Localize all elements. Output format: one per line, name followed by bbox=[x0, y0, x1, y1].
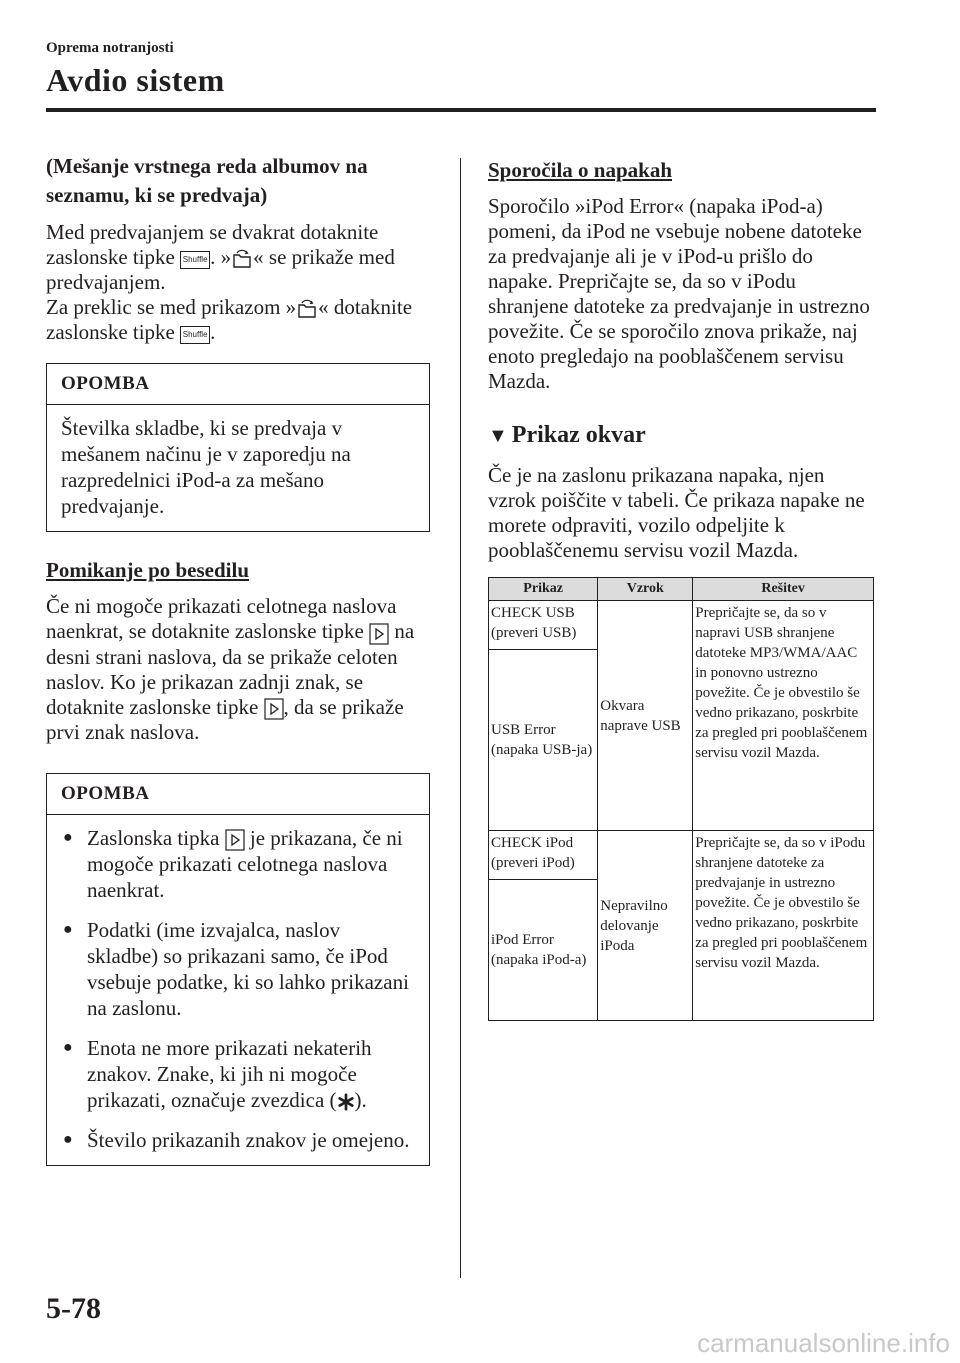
para1-text-c: « se prikaže med predvajanjem. bbox=[46, 245, 395, 295]
para1-text-b: . » bbox=[210, 245, 232, 269]
table-header: Rešitev bbox=[693, 578, 874, 601]
right-column bbox=[488, 152, 876, 1021]
table-cell: CHECK iPod (preveri iPod) bbox=[489, 831, 598, 880]
table-cell: Prepričajte se, da so v iPodu shranjene datoteke za predvajanje in ustrezno povežite. Če je obvestilo še vedno prikazano, poskrbite za pregled pri pooblaščenem servisu vozil Mazda. bbox=[693, 831, 874, 1021]
para2-text-b: « dotaknite zaslonske tipke bbox=[46, 295, 413, 345]
table-cell: iPod Error (napaka iPod-a) bbox=[489, 880, 598, 1021]
shuffle-instructions bbox=[46, 220, 430, 295]
watermark: carmanualsonline.info bbox=[697, 1328, 950, 1358]
note-b2: Podatki (ime izvajalca, naslov skladbe) so prikazani samo, če iPod vsebuje podatke, ki so lahko prikazani na zaslonu. bbox=[87, 917, 409, 1020]
triangle-marker-icon: ▼ bbox=[488, 425, 508, 447]
para2-text-a: Za preklic se med prikazom » bbox=[46, 295, 297, 320]
bullet-icon: ● bbox=[63, 828, 73, 846]
table-row bbox=[489, 831, 874, 880]
table-header: Vzrok bbox=[598, 578, 693, 601]
note-b1-b: je prikazana, če ni mogoče prikazati celotnega naslova naenkrat. bbox=[87, 825, 403, 902]
scroll-text-b: na desni strani naslova, da se prikaže celoten naslov. Ko je prikazan zadnji znak, se dotaknite zaslonske tipke bbox=[46, 619, 415, 719]
error-messages-heading: Sporočila o napakah bbox=[488, 158, 673, 182]
folder-shuffle-icon bbox=[296, 298, 318, 320]
shuffle-key-icon bbox=[180, 326, 210, 344]
bullet-icon: ● bbox=[63, 1038, 73, 1056]
chapter-title: Avdio sistem bbox=[46, 62, 225, 98]
shuffle-key-label: Shuffle bbox=[182, 255, 208, 264]
para1-text-a: Med predvajanjem se dvakrat dotaknite zaslonske tipke bbox=[46, 220, 379, 269]
table-cell: Nepravilno delovanje iPoda bbox=[598, 831, 693, 1021]
note-list bbox=[61, 825, 415, 1153]
note-body: Številka skladbe, ki se predvaja v mešanem načinu je v zaporedju na razpredelnici iPod-a za mešano predvajanje. bbox=[61, 416, 351, 519]
folder-shuffle-icon bbox=[231, 248, 253, 270]
error-messages-text: Sporočilo »iPod Error« (napaka iPod-a) pomeni, da iPod ne vsebuje nobene datoteke za predvajanje ali je v iPod-u prišlo do napake. Prepričajte se, da so v iPodu shranjene datoteke za predvajanje in ustrezno povežite. Če se sporočilo znova prikaže, naj enoto pregledajo na pooblaščenem servisu Mazda. bbox=[488, 194, 870, 393]
fault-display-heading bbox=[488, 420, 876, 451]
para2-text-c: . bbox=[210, 320, 216, 345]
note-body bbox=[47, 815, 429, 1165]
table-row bbox=[489, 601, 874, 650]
scroll-text-a: Če ni mogoče prikazati celotnega naslova naenkrat, se dotaknite zaslonske tipke bbox=[46, 594, 397, 644]
column-divider bbox=[460, 158, 461, 1278]
fault-heading-text: Prikaz okvar bbox=[511, 422, 646, 448]
scroll-key-icon bbox=[225, 829, 245, 851]
note-b3-b: ). bbox=[354, 1087, 367, 1112]
fault-display-text: Če je na zaslonu prikazana napaka, njen vzrok poiščite v tabeli. Če prikaza napake ne morete odpraviti, vozilo odpeljite k pooblaščenemu servisu vozil Mazda. bbox=[488, 463, 865, 562]
page-number: 5-78 bbox=[46, 1292, 101, 1325]
bullet-icon: ● bbox=[63, 1130, 73, 1148]
shuffle-key-icon bbox=[180, 251, 210, 269]
shuffle-key-label: Shuffle bbox=[182, 330, 208, 340]
shuffle-album-subtitle: (Mešanje vrstnega reda albumov na seznamu, ki se predvaja) bbox=[46, 154, 368, 207]
bullet-icon: ● bbox=[63, 920, 73, 938]
list-item bbox=[61, 825, 415, 903]
scroll-text-heading: Pomikanje po besedilu bbox=[46, 558, 250, 583]
list-item bbox=[61, 917, 415, 1021]
scroll-text-c: , da se prikaže prvi znak naslova. bbox=[46, 694, 404, 744]
section-label: Oprema notranjosti bbox=[46, 40, 174, 56]
asterisk-icon bbox=[337, 1093, 355, 1111]
table-header: Prikaz bbox=[489, 578, 598, 601]
shuffle-cancel-instructions bbox=[46, 295, 430, 345]
table-cell: USB Error (napaka USB-ja) bbox=[489, 650, 598, 831]
table-cell: Prepričajte se, da so v napravi USB shranjene datoteke MP3/WMA/AAC in ponovno ustrezno povežite. Če je obvestilo še vedno prikazano, poskrbite za pregled pri pooblaščenem servisu vozil Mazda. bbox=[693, 601, 874, 831]
note-title: OPOMBA bbox=[47, 774, 429, 815]
note-title: OPOMBA bbox=[47, 364, 429, 405]
header-rule bbox=[46, 108, 876, 112]
table-cell: CHECK USB (preveri USB) bbox=[489, 601, 598, 650]
note-box-shuffle bbox=[46, 363, 430, 532]
note-b3-a: Enota ne more prikazati nekaterih znakov. Znake, ki jih ni mogoče prikazati, označuje zvezdica ( bbox=[87, 1035, 372, 1112]
left-column bbox=[46, 152, 430, 1180]
table-cell: Okvara naprave USB bbox=[598, 601, 693, 831]
scroll-key-icon bbox=[264, 698, 284, 720]
note-box-scroll bbox=[46, 773, 430, 1166]
scroll-text-instructions bbox=[46, 594, 430, 744]
note-b1-a: Zaslonska tipka bbox=[87, 825, 220, 850]
list-item bbox=[61, 1127, 415, 1153]
list-item bbox=[61, 1035, 415, 1113]
scroll-key-icon bbox=[369, 623, 389, 645]
error-table bbox=[488, 577, 874, 1021]
note-b4: Število prikazanih znakov je omejeno. bbox=[87, 1127, 410, 1152]
